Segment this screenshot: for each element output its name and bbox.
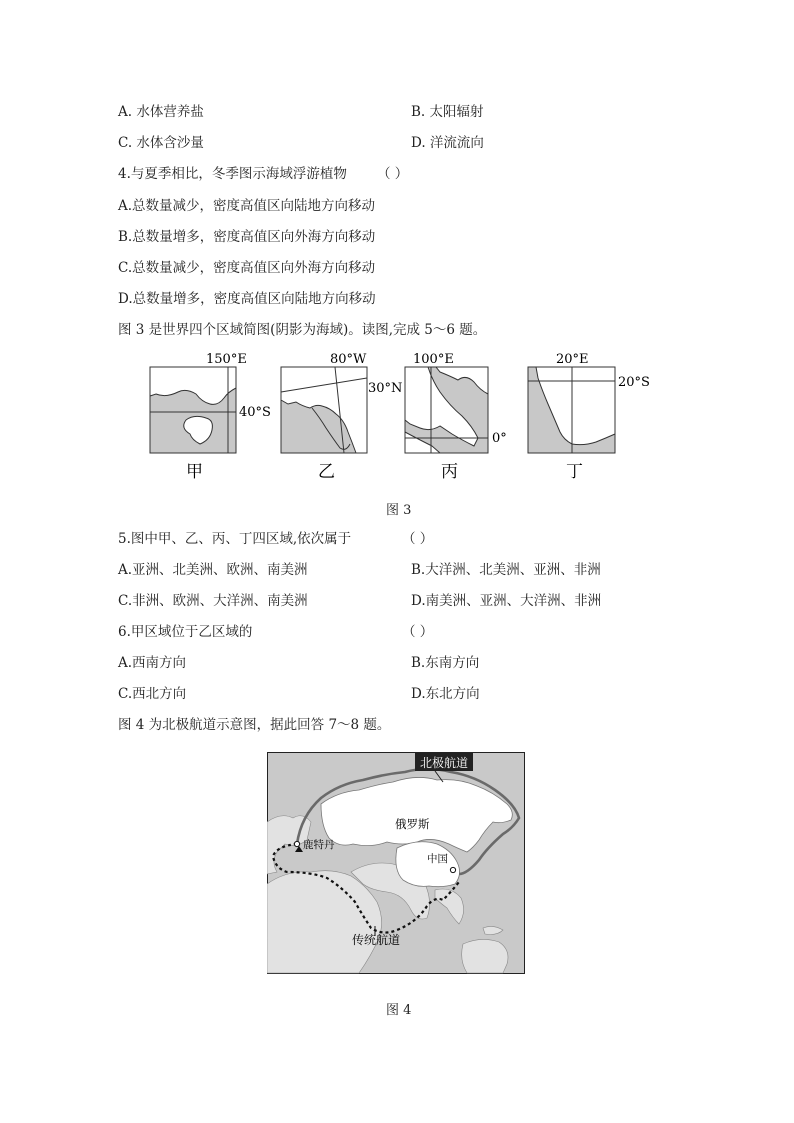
q5-answer-paren: （ ）: [402, 531, 434, 547]
q4-option-a: A.总数量减少，密度高值区向陆地方向移动: [118, 198, 376, 214]
jia-lat-label: 40°S: [239, 405, 271, 420]
bing-label: 丙: [441, 462, 458, 482]
q3-option-d: D. 洋流流向: [411, 135, 484, 151]
q4-option-c: C.总数量减少，密度高值区向外海方向移动: [118, 260, 376, 276]
map-ding: [528, 352, 650, 482]
q6-option-c: C.西北方向: [118, 686, 187, 702]
map-bing: [405, 352, 507, 482]
figure-4-arctic-route-map: [267, 752, 525, 974]
ding-label: 丁: [566, 462, 583, 482]
rotterdam-label: 鹿特丹: [303, 839, 335, 851]
q5-option-b: B.大洋洲、北美洲、亚洲、非洲: [411, 562, 601, 578]
rotterdam-marker: [294, 841, 299, 846]
fig4-caption: 图 4: [386, 1003, 412, 1018]
q3-option-b: B. 太阳辐射: [411, 104, 484, 120]
yi-lat-label: 30°N: [368, 381, 403, 396]
q6-option-d: D.东北方向: [411, 686, 480, 702]
ding-lon-label: 20°E: [556, 352, 589, 367]
q5-option-a: A.亚洲、北美洲、欧洲、南美洲: [118, 562, 308, 578]
bing-lat-label: 0°: [492, 431, 507, 446]
yi-label: 乙: [318, 462, 335, 482]
q3-option-c: C. 水体含沙量: [118, 135, 204, 151]
q4-option-d: D.总数量增多，密度高值区向陆地方向移动: [118, 291, 376, 307]
fig3-caption: 图 3: [386, 503, 412, 518]
q4-option-b: B.总数量增多，密度高值区向外海方向移动: [118, 229, 376, 245]
q6-stem: 6.甲区域位于乙区域的: [118, 624, 253, 640]
figure-3-maps: [140, 348, 660, 488]
china-port-marker: [450, 867, 455, 872]
q6-answer-paren: （ ）: [402, 624, 434, 640]
yi-lon-label: 80°W: [330, 352, 367, 367]
arctic-route-label: 北极航道: [420, 756, 469, 770]
jia-lon-label: 150°E: [206, 352, 247, 367]
q5-option-d: D.南美洲、亚洲、大洋洲、非洲: [411, 593, 602, 609]
jia-label: 甲: [186, 462, 203, 482]
ding-lat-label: 20°S: [618, 375, 650, 390]
q4-answer-paren: （ ）: [377, 166, 409, 182]
traditional-route-label: 传统航道: [352, 933, 401, 947]
map-jia: [150, 352, 271, 482]
fig3-intro: 图 3 是世界四个区域简图(阴影为海域)。读图,完成 5～6 题。: [118, 322, 487, 338]
q5-option-c: C.非洲、欧洲、大洋洲、南美洲: [118, 593, 308, 609]
q6-option-b: B.东南方向: [411, 655, 480, 671]
fig4-intro: 图 4 为北极航道示意图，据此回答 7～8 题。: [118, 717, 391, 733]
q3-option-a: A. 水体营养盐: [118, 104, 204, 120]
q5-stem: 5.图中甲、乙、丙、丁四区域,依次属于: [118, 531, 352, 547]
china-label: 中国: [427, 853, 448, 865]
bing-lon-label: 100°E: [413, 352, 454, 367]
q6-option-a: A.西南方向: [118, 655, 187, 671]
map-yi: [281, 352, 402, 482]
q4-stem: 4.与夏季相比，冬季图示海域浮游植物: [118, 166, 347, 182]
russia-label: 俄罗斯: [395, 817, 430, 831]
